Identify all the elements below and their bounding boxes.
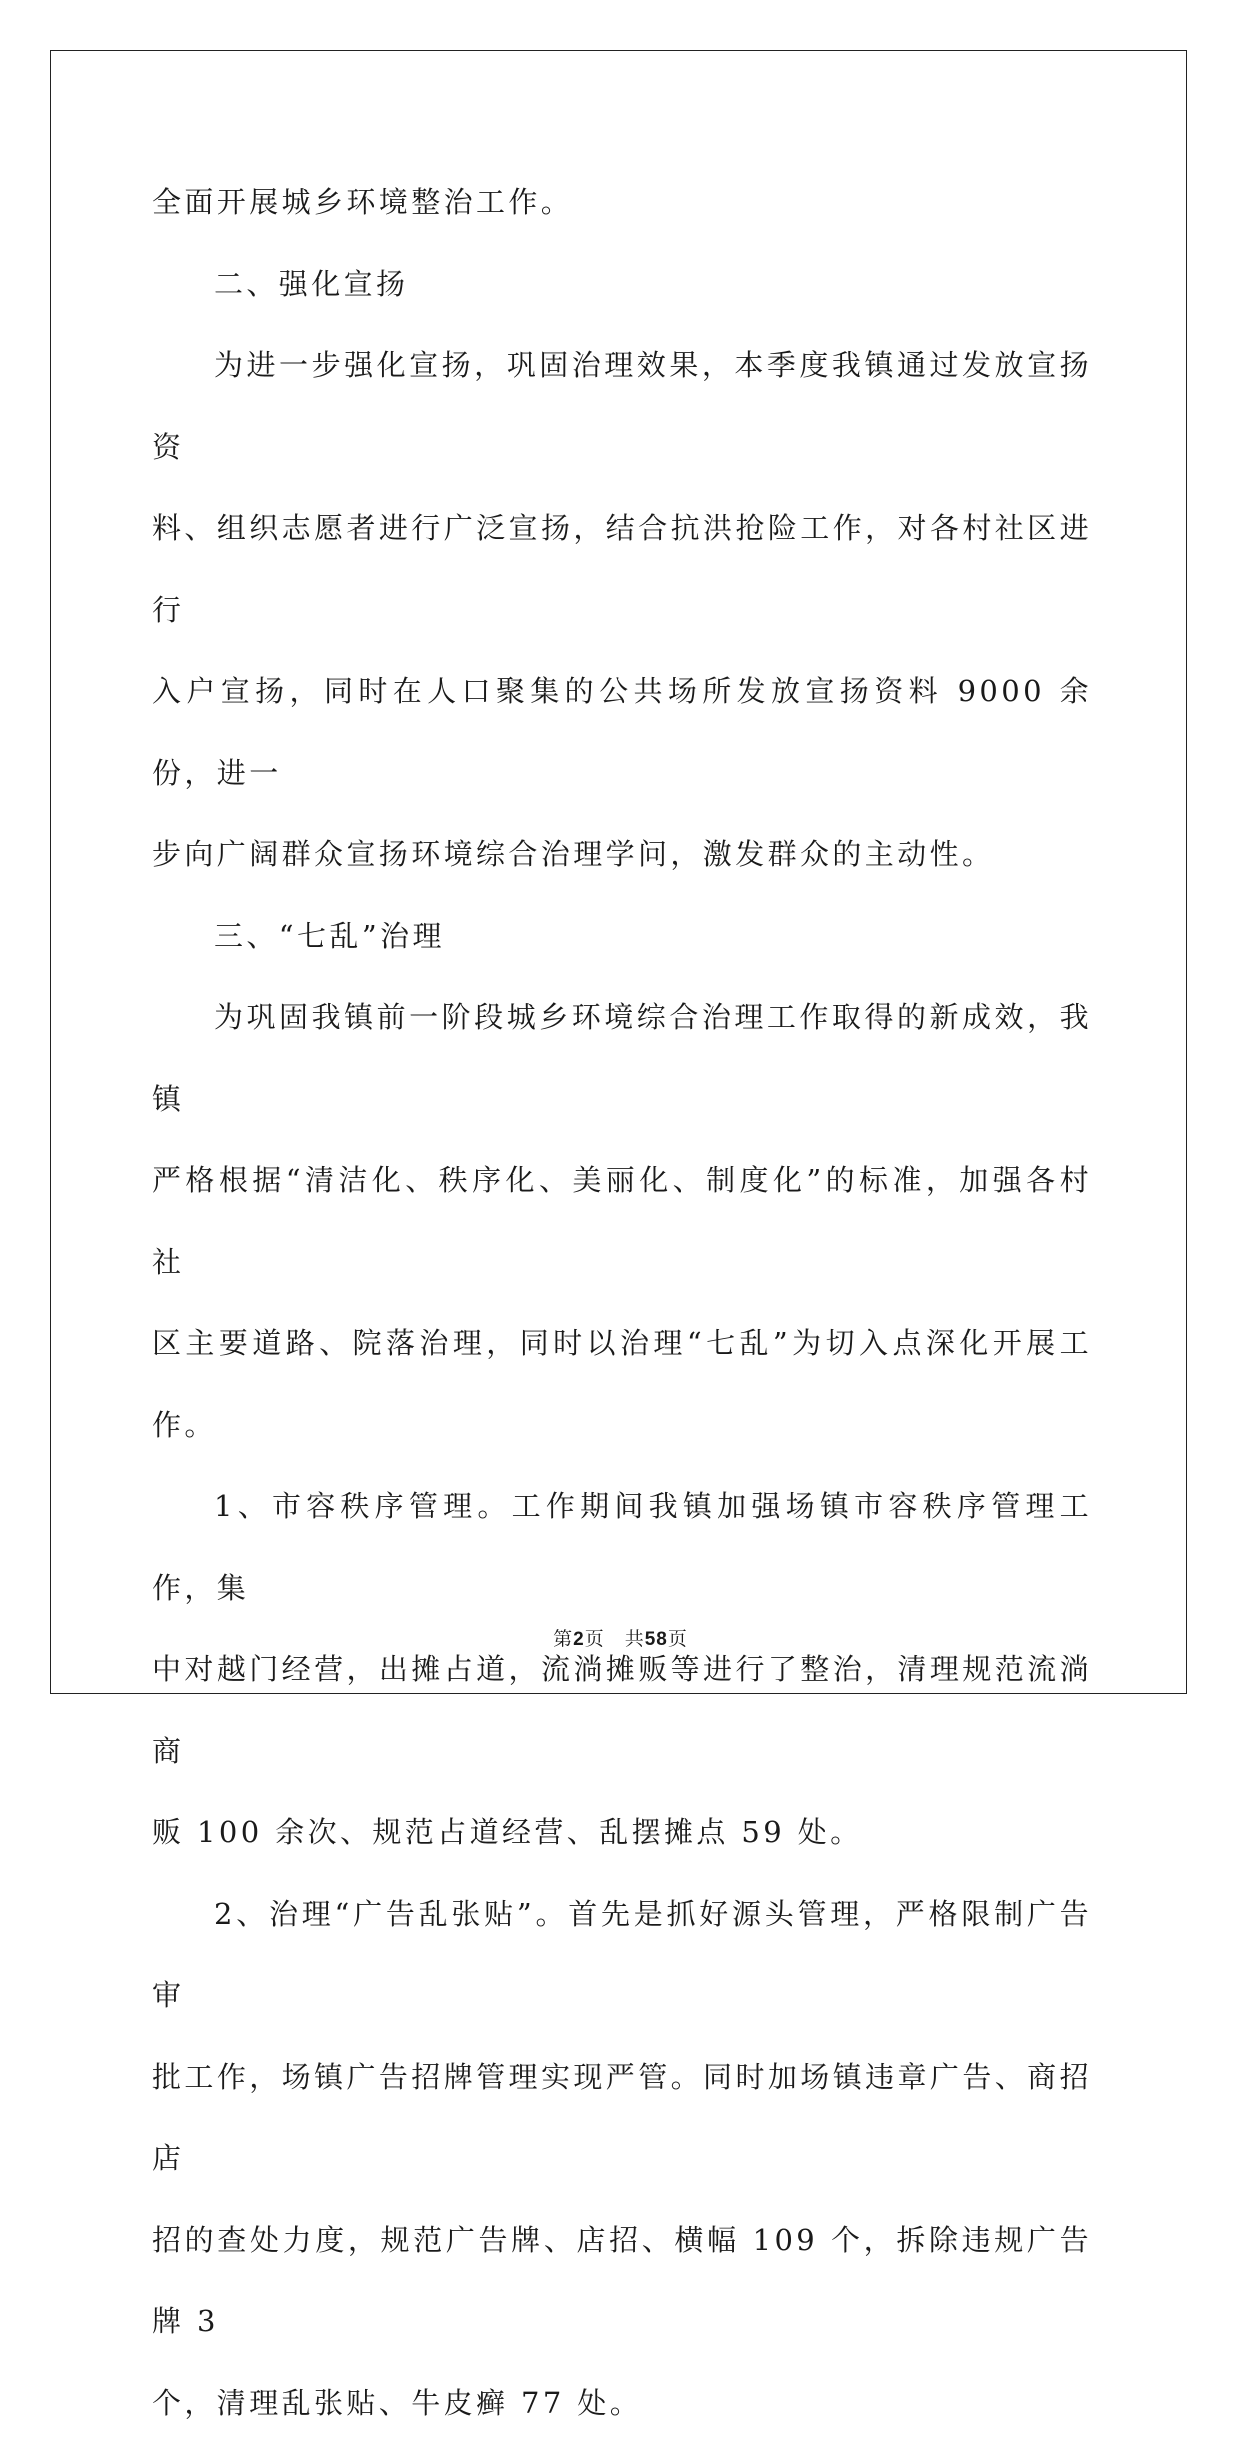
- text-line: 个，清理乱张贴、牛皮癣 77 处。: [152, 2363, 1092, 2444]
- text-line: 中对越门经营，出摊占道，流淌摊贩等进行了整治，清理规范流淌商: [152, 1629, 1092, 1792]
- text-line: 严格根据“清洁化、秩序化、美丽化、制度化”的标准，加强各村社: [152, 1140, 1092, 1303]
- page-footer: [0, 1624, 1241, 1651]
- footer-middle: 页 共: [585, 1628, 645, 1650]
- text-line: 贩 100 余次、规范占道经营、乱摆摊点 59 处。: [152, 1792, 1092, 1874]
- text-line: 2、治理“广告乱张贴”。首先是抓好源头管理，严格限制广告审: [152, 1874, 1092, 2037]
- text-line: 二、强化宣扬: [152, 244, 1092, 326]
- text-line: 为进一步强化宣扬，巩固治理效果，本季度我镇通过发放宣扬资: [152, 325, 1092, 488]
- text-line: 三、“七乱”治理: [152, 896, 1092, 978]
- footer-prefix: 第: [553, 1628, 573, 1650]
- text-line: 全面开展城乡环境整治工作。: [152, 162, 1092, 244]
- text-line: 为巩固我镇前一阶段城乡环境综合治理工作取得的新成效，我镇: [152, 977, 1092, 1140]
- text-line: 料、组织志愿者进行广泛宣扬，结合抗洪抢险工作，对各村社区进行: [152, 488, 1092, 651]
- document-body: [152, 162, 1092, 2444]
- text-line: 入户宣扬，同时在人口聚集的公共场所发放宣扬资料 9000 余份，进一: [152, 651, 1092, 814]
- footer-total-pages: 58: [645, 1629, 668, 1650]
- text-line: 招的查处力度，规范广告牌、店招、横幅 109 个，拆除违规广告牌 3: [152, 2200, 1092, 2363]
- footer-suffix: 页: [668, 1628, 688, 1650]
- text-line: 区主要道路、院落治理，同时以治理“七乱”为切入点深化开展工作。: [152, 1303, 1092, 1466]
- text-line: 步向广阔群众宣扬环境综合治理学问，激发群众的主动性。: [152, 814, 1092, 896]
- footer-page-number: 2: [573, 1629, 585, 1650]
- text-line: 1、市容秩序管理。工作期间我镇加强场镇市容秩序管理工作，集: [152, 1466, 1092, 1629]
- text-line: 批工作，场镇广告招牌管理实现严管。同时加场镇违章广告、商招店: [152, 2037, 1092, 2200]
